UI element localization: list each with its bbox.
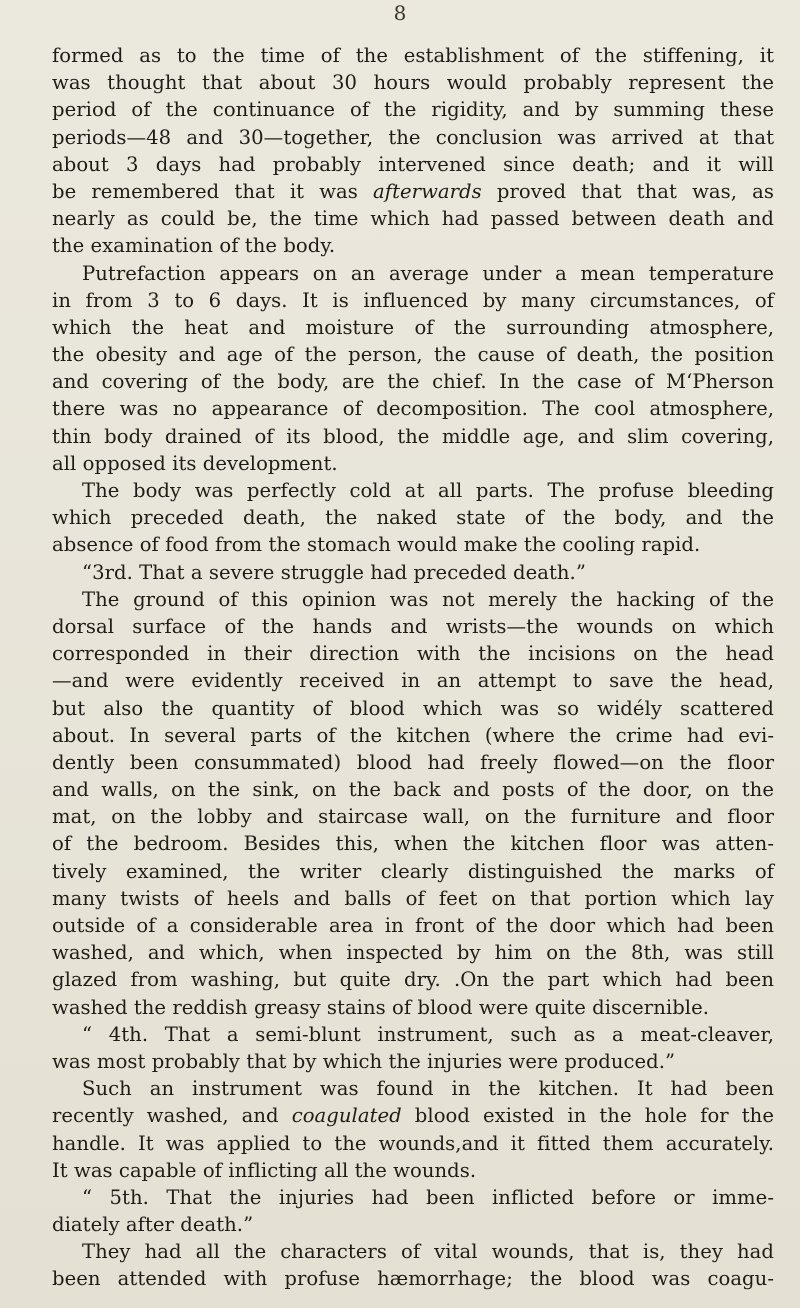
text-line: was most probably that by which the injuries were produced.” xyxy=(52,1049,676,1073)
text-line: period of the continuance of the rigidity, and by summing these xyxy=(52,98,774,122)
text-line: periods—48 and 30—together, the conclusion was arrived at that xyxy=(52,125,774,149)
text-line: “3rd. That a severe struggle had preceded death.” xyxy=(82,560,586,584)
emphasized-word: coagulated xyxy=(291,1104,402,1128)
text-line: the examination of the body. xyxy=(52,234,336,258)
text-line: all opposed its development. xyxy=(52,451,338,475)
text-line: about 3 days had probably intervened since death; and it will xyxy=(52,152,774,176)
text-line: which preceded death, the naked state of the body, and the xyxy=(52,506,774,530)
text-line: mat, on the lobby and staircase wall, on the furniture and floor xyxy=(52,805,774,829)
text-line: in from 3 to 6 days. It is influenced by many circumstances, of xyxy=(52,288,774,312)
text-line: formed as to the time of the establishment of the stiffening, it xyxy=(52,44,774,67)
text-line: there was no appearance of decomposition. The cool atmosphere, xyxy=(52,397,774,421)
text-line: about. In several parts of the kitchen (where the crime had evi- xyxy=(52,723,774,747)
text-line: but also the quantity of blood which was so widély scattered xyxy=(52,696,774,720)
text-line: Such an instrument was found in the kitchen. It had been xyxy=(82,1077,774,1101)
text-line: was thought that about 30 hours would probably represent the xyxy=(52,71,774,95)
body-text xyxy=(52,42,774,1293)
text-line: be remembered that it was afterwards proved that that was, as xyxy=(52,179,775,203)
text-line: absence of food from the stomach would make the cooling rapid. xyxy=(52,533,701,557)
text-line: It was capable of inflicting all the wounds. xyxy=(52,1158,477,1182)
text-line: many twists of heels and balls of feet on that portion which lay xyxy=(52,886,774,910)
text-line: The body was perfectly cold at all parts. The profuse bleeding xyxy=(82,479,774,502)
page-number: 8 xyxy=(393,1,407,25)
text-line: which the heat and moisture of the surrounding atmosphere, xyxy=(52,315,774,339)
text-line: They had all the characters of vital wounds, that is, they had xyxy=(82,1240,774,1264)
text-line: washed, and which, when inspected by him on the 8th, was still xyxy=(52,941,774,965)
text-line: dorsal surface of the hands and wrists—the wounds on which xyxy=(52,614,774,638)
text-line: dently been consummated) blood had freely flowed—on the floor xyxy=(52,750,774,774)
text-line: and walls, on the sink, on the back and posts of the door, on the xyxy=(52,778,774,802)
text-line: tively examined, the writer clearly distinguished the marks of xyxy=(52,859,774,883)
text-line: glazed from washing, but quite dry. .On the part which had been xyxy=(52,968,774,992)
text-line: the obesity and age of the person, the cause of death, the position xyxy=(52,343,774,367)
text-line: of the bedroom. Besides this, when the kitchen floor was atten- xyxy=(52,832,774,856)
text-line: “ 5th. That the injuries had been inflicted before or imme- xyxy=(82,1185,774,1209)
text-line: diately after death.” xyxy=(52,1213,254,1237)
text-line: outside of a considerable area in front of the door which had been xyxy=(52,914,774,937)
text-line: washed the reddish greasy stains of blood were quite discernible. xyxy=(52,995,710,1019)
text-line: handle. It was applied to the wounds,and it fitted them accurately. xyxy=(52,1131,774,1155)
text-line: The ground of this opinion was not merely the hacking of the xyxy=(82,587,774,611)
text-line: Putrefaction appears on an average under a mean temperature xyxy=(82,261,774,285)
text-line: nearly as could be, the time which had passed between death and xyxy=(52,207,774,231)
text-line: and covering of the body, are the chief. In the case of M‘Pherson xyxy=(52,370,774,394)
text-line: thin body drained of its blood, the middle age, and slim covering, xyxy=(52,424,774,448)
text-line: recently washed, and coagulated blood existed in the hole for the xyxy=(52,1104,774,1128)
text-line: corresponded in their direction with the incisions on the head xyxy=(52,642,774,666)
text-line: —and were evidently received in an attempt to save the head, xyxy=(52,669,774,693)
text-line: “ 4th. That a semi-blunt instrument, such as a meat-cleaver, xyxy=(82,1022,774,1046)
emphasized-word: afterwards xyxy=(373,179,482,203)
text-line: been attended with profuse hæmorrhage; the blood was coagu- xyxy=(52,1267,774,1291)
